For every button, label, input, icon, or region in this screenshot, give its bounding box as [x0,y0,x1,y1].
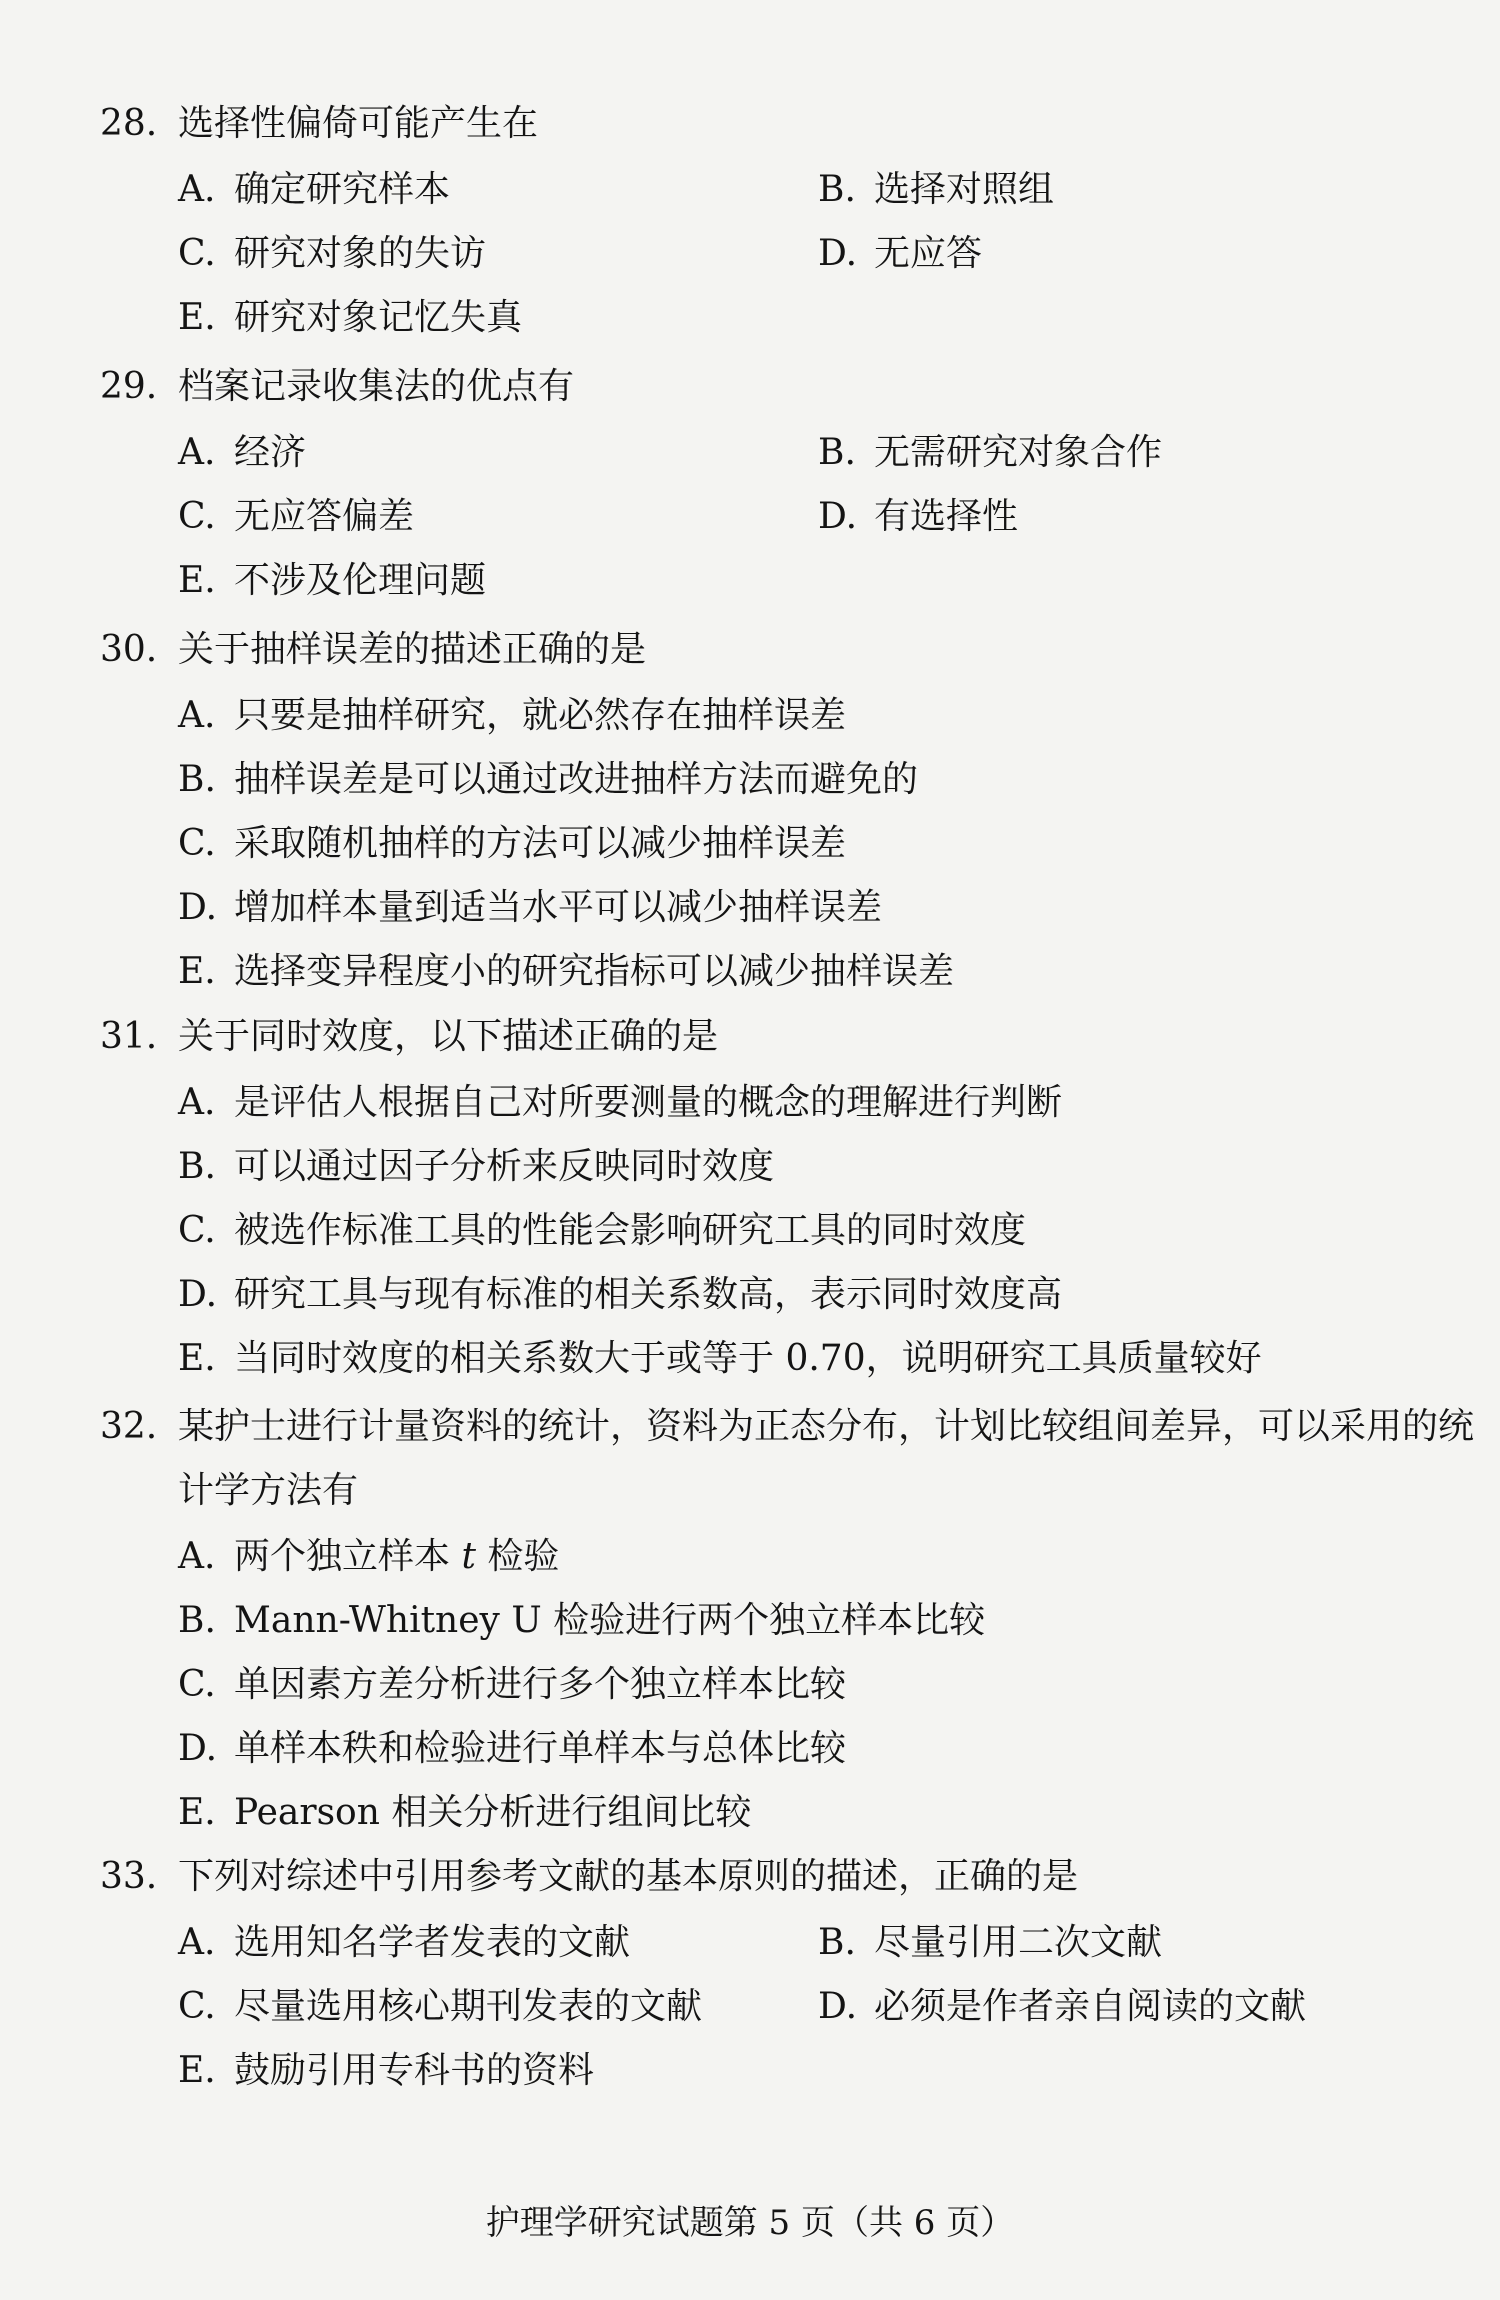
question-stem: 档案记录收集法的优点有 [178,366,575,407]
question-stem: 某护士进行计量资料的统计，资料为正态分布，计划比较组间差异，可以采用的统计学方法有 [178,1406,1475,1511]
option-e: E. 鼓励引用专科书的资料 [178,2050,595,2091]
option-c: C. 被选作标准工具的性能会影响研究工具的同时效度 [178,1210,1027,1251]
option-a: A. 确定研究样本 [178,169,451,210]
option-d: D. 单样本秩和检验进行单样本与总体比较 [178,1728,847,1769]
question-number: 28. [100,103,158,144]
question-number: 33. [100,1856,158,1897]
option-c: C. 研究对象的失访 [178,233,487,274]
option-a: A. 选用知名学者发表的文献 [178,1922,631,1963]
option-e: E. 当同时效度的相关系数大于或等于 0.70，说明研究工具质量较好 [178,1338,1262,1379]
question-stem: 下列对综述中引用参考文献的基本原则的描述，正确的是 [178,1856,1079,1897]
option-d: D. 增加样本量到适当水平可以减少抽样误差 [178,887,883,928]
option-a: A. 两个独立样本 t 检验 [178,1536,560,1577]
option-c: C. 尽量选用核心期刊发表的文献 [178,1986,703,2027]
option-a: A. 经济 [178,432,307,473]
option-e: E. 研究对象记忆失真 [178,297,523,338]
option-e: E. Pearson 相关分析进行组间比较 [178,1792,752,1833]
option-b: B. 可以通过因子分析来反映同时效度 [178,1146,775,1187]
option-b: B. Mann-Whitney U 检验进行两个独立样本比较 [178,1600,986,1641]
question-stem: 选择性偏倚可能产生在 [178,103,539,144]
question-31 [100,1005,1480,1391]
option-d: D. 必须是作者亲自阅读的文献 [818,1986,1307,2027]
option-e: E. 不涉及伦理问题 [178,560,487,601]
option-c: C. 无应答偏差 [178,496,415,537]
option-a: A. 只要是抽样研究，就必然存在抽样误差 [178,695,847,736]
question-stem: 关于抽样误差的描述正确的是 [178,629,647,670]
option-e: E. 选择变异程度小的研究指标可以减少抽样误差 [178,951,955,992]
option-d: D. 有选择性 [818,496,1019,537]
option-b: B. 抽样误差是可以通过改进抽样方法而避免的 [178,759,919,800]
question-29 [100,355,1480,613]
option-d: D. 研究工具与现有标准的相关系数高，表示同时效度高 [178,1274,1063,1315]
option-c: C. 采取随机抽样的方法可以减少抽样误差 [178,823,847,864]
question-number: 31. [100,1016,158,1057]
option-d: D. 无应答 [818,233,983,274]
option-b: B. 选择对照组 [818,169,1055,210]
question-number: 29. [100,366,158,407]
question-stem: 关于同时效度，以下描述正确的是 [178,1016,719,1057]
question-number: 32. [100,1406,158,1447]
question-28 [100,92,1480,350]
question-30 [100,618,1480,1004]
question-33 [100,1845,1480,2103]
question-32 [100,1395,1480,1845]
option-b: B. 尽量引用二次文献 [818,1922,1163,1963]
page-footer: 护理学研究试题第 5 页（共 6 页） [485,2203,1015,2243]
option-b: B. 无需研究对象合作 [818,432,1163,473]
option-c: C. 单因素方差分析进行多个独立样本比较 [178,1664,847,1705]
question-number: 30. [100,629,158,670]
option-a: A. 是评估人根据自己对所要测量的概念的理解进行判断 [178,1082,1063,1123]
